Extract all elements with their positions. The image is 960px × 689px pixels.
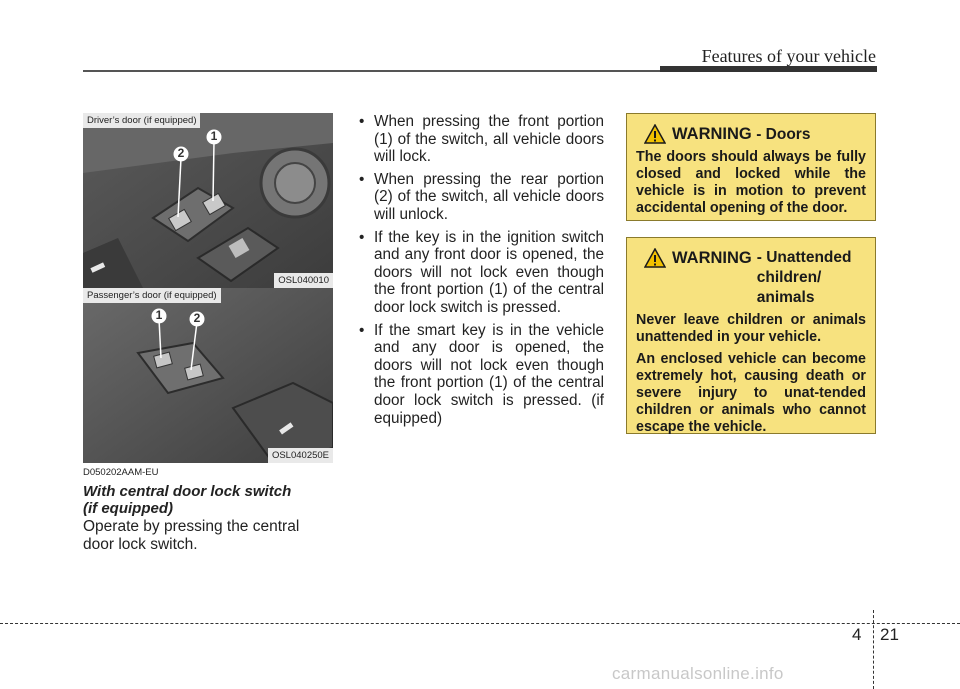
photo-caption: Driver’s door (if equipped) (83, 113, 200, 128)
list-item: • If the key is in the ignition switch and any front door is opened, the doors will not lock even though the front portion (1) of the central door lock switch is pressed. (359, 228, 604, 316)
marker-2: 2 (193, 311, 201, 325)
list-item: • When pressing the rear portion (2) of the switch, all vehicle doors will unlock. (359, 170, 604, 223)
running-header: Features of your vehicle (701, 46, 876, 66)
page-number: 21 (880, 625, 899, 644)
warning-triangle-icon (644, 124, 666, 144)
section-body: Operate by pressing the central door lock switch. (83, 518, 300, 553)
warning-label: WARNING (672, 125, 752, 143)
marker-1: 1 (155, 308, 163, 322)
header-rule-accent (660, 66, 877, 72)
list-item: • When pressing the front portion (1) of the switch, all vehicle doors will lock. (359, 113, 604, 166)
section-code: D050202AAM-EU (83, 467, 159, 478)
photo-code: OSL040250E (268, 448, 333, 463)
warning-text: Never leave children or animals unattended in your vehicle. An enclosed vehicle can become extremely hot, causing death or severe injury to unat-tended children or animals who cannot escape the vehicle. (636, 312, 866, 435)
watermark: carmanualsonline.info (612, 664, 784, 683)
passenger-door-photo (83, 288, 333, 463)
footer-divider (873, 610, 874, 689)
bullet-list (356, 113, 604, 432)
warning-title: - Unattended children/ animals (756, 249, 852, 306)
warning-title: - Doors (756, 126, 811, 143)
list-item: • If the smart key is in the vehicle and any door is opened, the doors will not lock even though the front portion (1) of the central door lock switch is pressed. (if equipped) (359, 321, 604, 427)
warning-box-children (626, 237, 876, 434)
warning-label: WARNING (672, 249, 752, 267)
photo-code: OSL040010 (274, 273, 333, 288)
marker-1: 1 (210, 129, 218, 143)
section-heading: With central door lock switch (if equipped) (83, 483, 292, 517)
chapter-number: 4 (852, 625, 862, 644)
warning-triangle-icon (644, 248, 666, 268)
photo-caption: Passenger’s door (if equipped) (83, 288, 221, 303)
warning-box-doors (626, 113, 876, 221)
footer-rule (0, 623, 960, 624)
warning-text: The doors should always be fully closed and locked while the vehicle is in motion to prevent accidental opening of the door. (636, 149, 866, 216)
driver-door-photo (83, 113, 333, 288)
marker-2: 2 (177, 146, 185, 160)
